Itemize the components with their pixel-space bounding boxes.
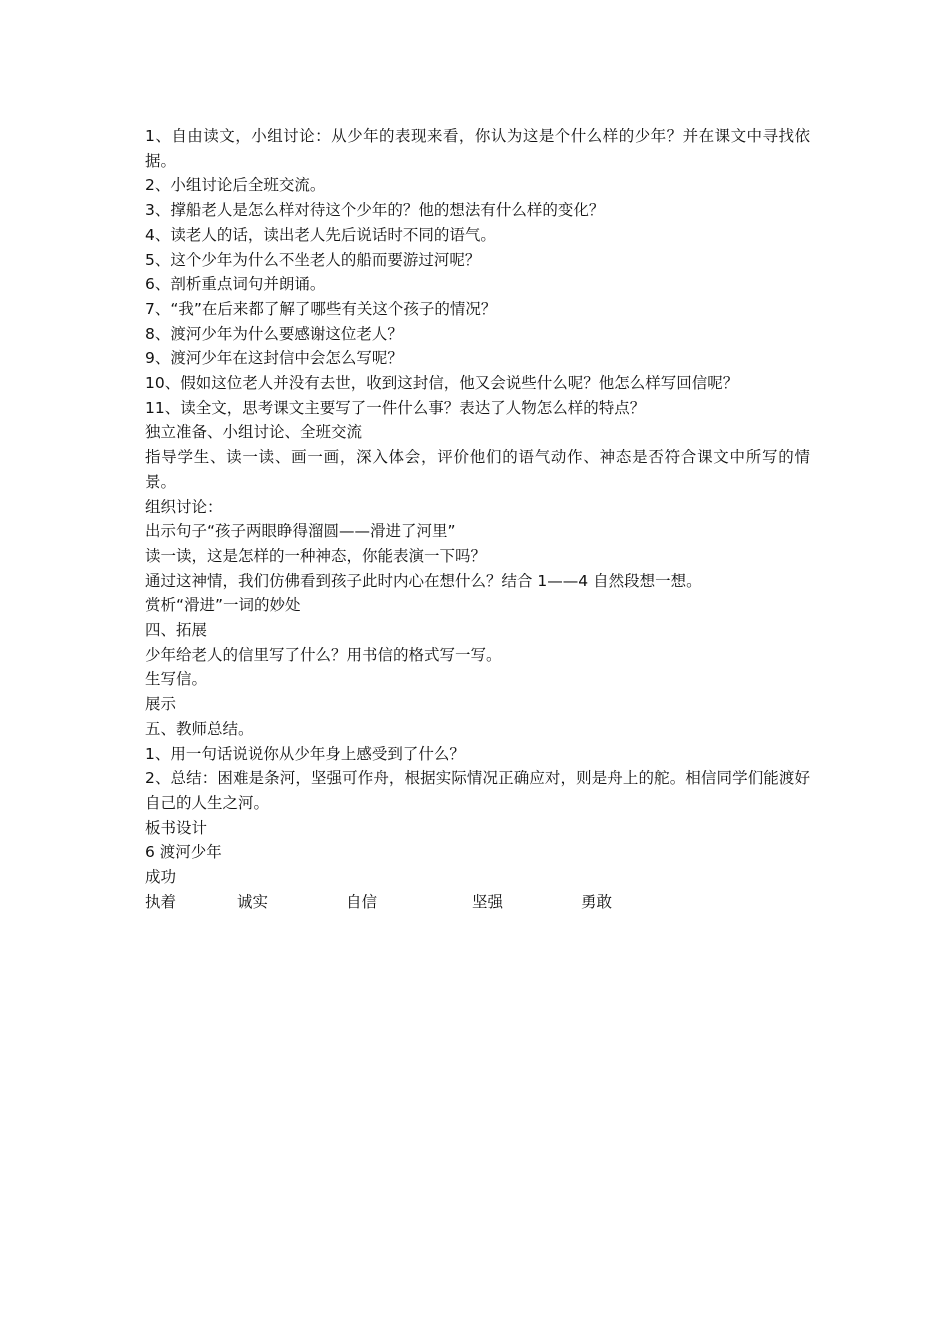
text-line: 1、用一句话说说你从少年身上感受到了什么？ (145, 744, 465, 763)
text-line: 生写信。 (145, 670, 208, 689)
board-word: 勇敢 (581, 892, 613, 911)
text-line: 10、假如这位老人并没有去世，收到这封信，他又会说些什么呢？他怎么样写回信呢？ (145, 374, 739, 393)
board-word: 执着 (145, 892, 177, 911)
text-line: 指导学生、读一读、画一画，深入体会，评价他们的语气动作、神态是否符合课文中所写的情景。 (145, 448, 810, 491)
board-words-row (145, 890, 810, 915)
text-line: 赏析“滑进”一词的妙处 (145, 596, 301, 615)
text-line: 展示 (145, 695, 177, 714)
text-line: 7、“我”在后来都了解了哪些有关这个孩子的情况？ (145, 299, 497, 318)
board-center-word: 成功 (145, 868, 177, 887)
board-title: 6 渡河少年 (145, 843, 222, 862)
text-line: 1、自由读文，小组讨论：从少年的表现来看，你认为这是个什么样的少年？并在课文中寻找依据。 (145, 127, 810, 170)
board-word: 自信 (346, 892, 378, 911)
text-line: 少年给老人的信里写了什么？用书信的格式写一写。 (145, 645, 502, 664)
text-line: 2、总结：困难是条河，坚强可作舟，根据实际情况正确应对，则是舟上的舵。相信同学们能渡好自己的人生之河。 (145, 769, 810, 812)
board-word: 诚实 (237, 892, 269, 911)
text-line: 11、读全文，思考课文主要写了一件什么事？表达了人物怎么样的特点？ (145, 398, 646, 417)
text-line: 9、渡河少年在这封信中会怎么写呢？ (145, 349, 403, 368)
text-line: 6、剖析重点词句并朗诵。 (145, 275, 326, 294)
text-line: 5、这个少年为什么不坐老人的船而要游过河呢？ (145, 250, 481, 269)
text-line: 组织讨论： (145, 497, 223, 516)
text-line: 8、渡河少年为什么要感谢这位老人？ (145, 324, 403, 343)
text-line: 3、撑船老人是怎么样对待这个少年的？他的想法有什么样的变化？ (145, 201, 605, 220)
text-line: 独立准备、小组讨论、全班交流 (145, 423, 363, 442)
board-design-heading: 板书设计 (145, 818, 208, 837)
text-line: 出示句子“孩子两眼睁得溜圆——滑进了河里” (145, 522, 456, 541)
text-line: 通过这神情，我们仿佛看到孩子此时内心在想什么？结合 1——4 自然段想一想。 (145, 571, 702, 590)
document-body (145, 124, 810, 914)
text-line: 4、读老人的话，读出老人先后说话时不同的语气。 (145, 225, 496, 244)
text-line: 读一读，这是怎样的一种神态，你能表演一下吗？ (145, 546, 487, 565)
section-heading: 五、教师总结。 (145, 719, 254, 738)
section-heading: 四、拓展 (145, 621, 208, 640)
text-line: 2、小组讨论后全班交流。 (145, 176, 326, 195)
board-word: 坚强 (472, 892, 504, 911)
